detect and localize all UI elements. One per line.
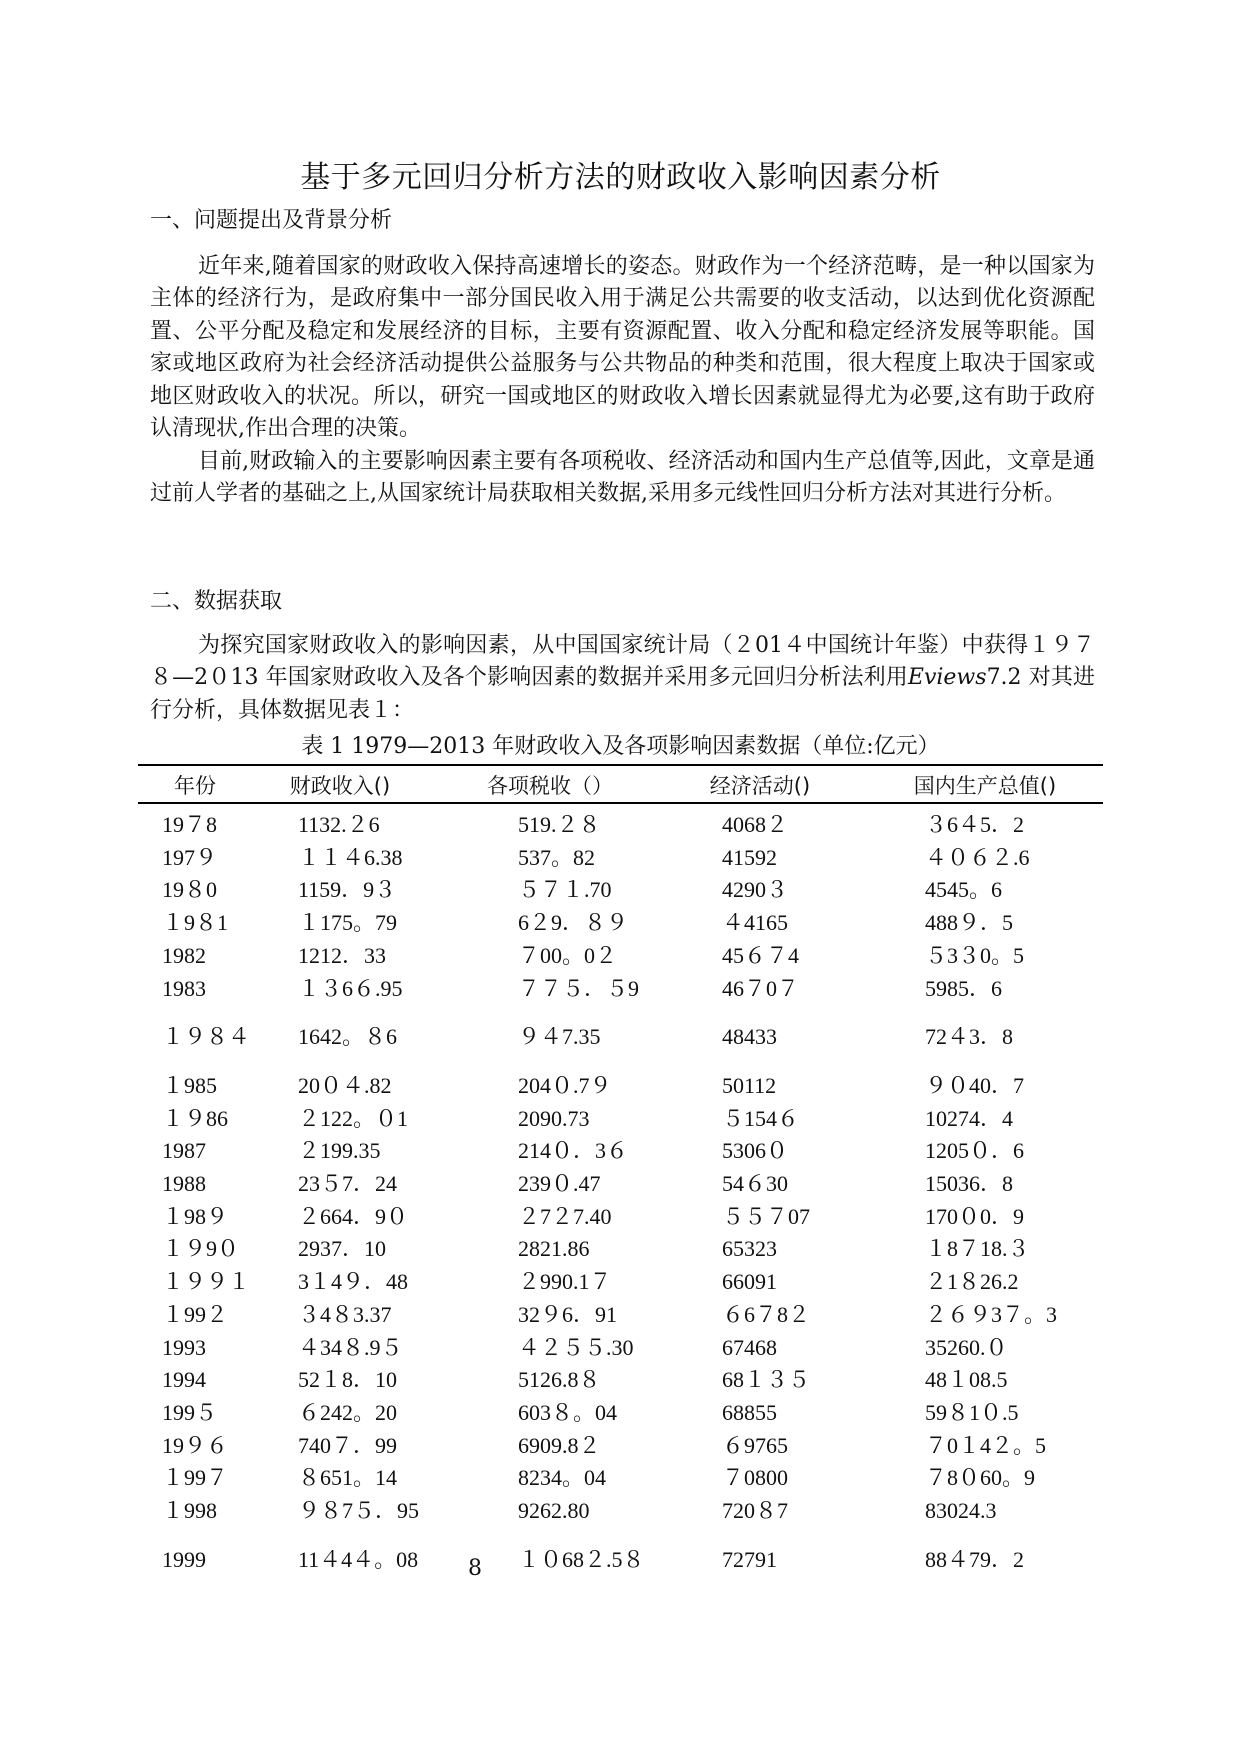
- section-2-heading: 二、数据获取: [150, 589, 283, 614]
- table-header-rule: [138, 802, 1103, 804]
- table-top-rule: [138, 764, 1103, 766]
- cell-year: 199５: [162, 1399, 218, 1425]
- cell-economic-activity: 46７0７: [722, 975, 800, 1001]
- cell-fiscal-revenue: ６242。20: [298, 1399, 398, 1425]
- cell-fiscal-revenue: ３4８3.37: [298, 1301, 392, 1327]
- cell-fiscal-revenue: 23５7．24: [298, 1171, 398, 1196]
- header-tax-revenue: 各项税收（）: [487, 774, 613, 798]
- cell-gdp: ３6４5．2: [925, 812, 1025, 837]
- cell-year: １99７: [162, 1465, 229, 1491]
- cell-gdp: 48１08.5: [925, 1367, 1008, 1393]
- cell-tax-revenue: 204０.7９: [518, 1072, 612, 1098]
- cell-year: 1982: [162, 942, 206, 968]
- cell-tax-revenue: ２7２7.40: [518, 1203, 612, 1229]
- cell-year: 197９: [162, 844, 218, 870]
- document-title: 基于多元回归分析方法的财政收入影响因素分析: [300, 160, 941, 195]
- cell-economic-activity: 68855: [722, 1399, 777, 1425]
- cell-fiscal-revenue: 740７．99: [298, 1432, 398, 1458]
- cell-tax-revenue: ５７１.70: [518, 877, 612, 903]
- header-year: 年份: [174, 774, 216, 798]
- cell-fiscal-revenue: ９８7５．95: [298, 1498, 420, 1523]
- cell-economic-activity: 5306０: [722, 1138, 789, 1164]
- cell-year: 19７8: [162, 812, 218, 837]
- cell-tax-revenue: ９４7.35: [518, 1024, 601, 1050]
- cell-fiscal-revenue: １３6６.95: [298, 975, 403, 1001]
- cell-year: １98９: [162, 1203, 229, 1229]
- cell-gdp: 4545。6: [925, 877, 1003, 903]
- cell-fiscal-revenue: １175。79: [298, 910, 398, 936]
- cell-tax-revenue: ４２５５.30: [518, 1334, 634, 1360]
- cell-gdp: ４０６２.6: [925, 844, 1030, 870]
- cell-tax-revenue: 239０.47: [518, 1171, 601, 1196]
- cell-year: 1987: [162, 1138, 206, 1164]
- cell-tax-revenue: 2090.73: [518, 1105, 590, 1131]
- cell-economic-activity: 65323: [722, 1236, 777, 1262]
- cell-fiscal-revenue: ２664．9０: [298, 1203, 409, 1229]
- cell-economic-activity: 66091: [722, 1269, 777, 1295]
- section-1-paragraph-2: 目前,财政输入的主要影响因素主要有各项税收、经济活动和国内生产总值等,因此，文章是通过前人学者的基础之上,从国家统计局获取相关数据,采用多元线性回归分析方法对其进行分析。: [150, 449, 1095, 507]
- cell-tax-revenue: 537。82: [518, 844, 596, 870]
- cell-economic-activity: 72791: [722, 1546, 777, 1572]
- cell-economic-activity: 67468: [722, 1334, 777, 1360]
- cell-gdp: ５3３0。5: [925, 942, 1025, 968]
- section-2-paragraph: [150, 630, 1095, 727]
- cell-year: １９９１: [162, 1269, 251, 1295]
- cell-gdp: 35260.０: [925, 1334, 1008, 1360]
- cell-tax-revenue: ７00。0２: [518, 942, 618, 968]
- cell-economic-activity: 4068２: [722, 812, 789, 837]
- paragraph-text: 为探究国家财政收入的影响因素，从中国国家统计局（２01４中国统计年鉴）中获得１９７８—2０13 年国家财政收入及各个影响因素的数据并采用多元回归分析法利用: [150, 633, 1095, 691]
- cell-fiscal-revenue: 3１4９．48: [298, 1269, 409, 1295]
- cell-gdp: ２６９3７。3: [925, 1301, 1058, 1327]
- cell-fiscal-revenue: ２122。０1: [298, 1105, 409, 1131]
- cell-year: 19９６: [162, 1432, 229, 1458]
- paragraph-text-continued: 7.2 对其进行分析，具体数据见表１：: [150, 665, 1095, 723]
- header-fiscal-revenue: 财政收入(): [289, 774, 391, 798]
- cell-fiscal-revenue: 52１8．10: [298, 1367, 398, 1393]
- section-1-heading: 一、问题提出及背景分析: [150, 208, 393, 233]
- cell-tax-revenue: 5126.8８: [518, 1367, 601, 1393]
- cell-economic-activity: ４4165: [722, 910, 789, 936]
- cell-year: 1999: [162, 1546, 206, 1572]
- cell-economic-activity: ６6７8２: [722, 1301, 811, 1327]
- cell-economic-activity: ５５７07: [722, 1203, 811, 1229]
- cell-fiscal-revenue: 1132.２6: [298, 812, 380, 837]
- cell-economic-activity: ６9765: [722, 1432, 789, 1458]
- cell-fiscal-revenue: 2937．10: [298, 1236, 387, 1262]
- page-number: 8: [468, 1556, 482, 1581]
- cell-gdp: 72４3．8: [925, 1024, 1014, 1050]
- cell-fiscal-revenue: 11４4４。08: [298, 1546, 419, 1572]
- cell-tax-revenue: 8234。04: [518, 1465, 607, 1491]
- cell-tax-revenue: １０68２.5８: [518, 1546, 645, 1572]
- cell-tax-revenue: 9262.80: [518, 1498, 590, 1523]
- cell-gdp: 5985．6: [925, 975, 1003, 1001]
- cell-year: 1988: [162, 1171, 206, 1196]
- cell-economic-activity: 68１３５: [722, 1367, 811, 1393]
- cell-gdp: 10274．4: [925, 1105, 1014, 1131]
- cell-economic-activity: 41592: [722, 844, 777, 870]
- cell-economic-activity: ５154６: [722, 1105, 800, 1131]
- cell-year: １99２: [162, 1301, 229, 1327]
- cell-year: １９9０: [162, 1236, 240, 1262]
- cell-gdp: 59８1０.5: [925, 1399, 1019, 1425]
- cell-gdp: 1205０．6: [925, 1138, 1025, 1164]
- cell-gdp: 88４79．2: [925, 1546, 1025, 1572]
- cell-fiscal-revenue: ２199.35: [298, 1138, 381, 1164]
- cell-fiscal-revenue: 1642。８6: [298, 1024, 398, 1050]
- cell-tax-revenue: 603８。04: [518, 1399, 618, 1425]
- cell-economic-activity: 4290３: [722, 877, 789, 903]
- cell-economic-activity: ７0800: [722, 1465, 789, 1491]
- cell-gdp: 170０0．9: [925, 1203, 1025, 1229]
- cell-fiscal-revenue: ８651。14: [298, 1465, 398, 1491]
- cell-fiscal-revenue: 1159．9３: [298, 877, 397, 903]
- cell-gdp: 83024.3: [925, 1498, 997, 1523]
- cell-economic-activity: 48433: [722, 1024, 777, 1050]
- cell-year: １９86: [162, 1105, 229, 1131]
- cell-gdp: 15036．8: [925, 1171, 1014, 1196]
- cell-fiscal-revenue: 20０４.82: [298, 1072, 392, 1098]
- cell-tax-revenue: ７７５．５9: [518, 975, 640, 1001]
- cell-year: 1983: [162, 975, 206, 1001]
- cell-year: １998: [162, 1498, 218, 1523]
- cell-gdp: 488９．5: [925, 910, 1014, 936]
- cell-year: 19８0: [162, 877, 218, 903]
- cell-year: １９８４: [162, 1024, 251, 1050]
- cell-tax-revenue: 214０．3６: [518, 1138, 629, 1164]
- cell-tax-revenue: 519.２８: [518, 812, 601, 837]
- header-gdp: 国内生产总值(): [913, 774, 1057, 798]
- header-economic-activity: 经济活动(): [709, 774, 811, 798]
- cell-economic-activity: 45６７4: [722, 942, 800, 968]
- cell-year: １9８1: [162, 910, 229, 936]
- cell-gdp: ７8０60。9: [925, 1465, 1036, 1491]
- cell-tax-revenue: 2821.86: [518, 1236, 590, 1262]
- table-caption: 表 1 1979—2013 年财政收入及各项影响因素数据（单位:亿元）: [301, 734, 940, 759]
- cell-year: 1993: [162, 1334, 206, 1360]
- section-1-paragraph-1: 近年来,随着国家的财政收入保持高速增长的姿态。财政作为一个经济范畴，是一种以国家为主体的经济行为，是政府集中一部分国民收入用于满足公共需要的收支活动，以达到优化资源配置、公平分配及稳定和发展经济的目标，主要有资源配置、收入分配和稳定经济发展等职能。国家或地区政府为社会经济活动提供公益服务与公共物品的种类和范围，很大程度上取决于国家或地区财政收入的状况。所以，研究一国或地区的财政收入增长因素就显得尤为必要,这有助于政府认清现状,作出合理的决策。: [150, 254, 1095, 442]
- cell-gdp: ７0１4２。5: [925, 1432, 1047, 1458]
- cell-tax-revenue: 6２9．８９: [518, 910, 629, 936]
- cell-economic-activity: 720８7: [722, 1498, 789, 1523]
- cell-gdp: ２1８26.2: [925, 1269, 1019, 1295]
- cell-tax-revenue: 6909.8２: [518, 1432, 601, 1458]
- cell-tax-revenue: 32９6．91: [518, 1301, 618, 1327]
- cell-fiscal-revenue: １１４6.38: [298, 844, 403, 870]
- cell-year: 1994: [162, 1367, 206, 1393]
- software-name: Eviews: [907, 665, 987, 691]
- cell-gdp: １8７18.３: [925, 1236, 1030, 1262]
- cell-year: １985: [162, 1072, 218, 1098]
- cell-gdp: ９０40．7: [925, 1072, 1025, 1098]
- cell-tax-revenue: ２990.1７: [518, 1269, 612, 1295]
- cell-economic-activity: 54６30: [722, 1171, 789, 1196]
- cell-economic-activity: 50112: [722, 1072, 777, 1098]
- cell-fiscal-revenue: ４34８.9５: [298, 1334, 403, 1360]
- cell-fiscal-revenue: 1212．33: [298, 942, 387, 968]
